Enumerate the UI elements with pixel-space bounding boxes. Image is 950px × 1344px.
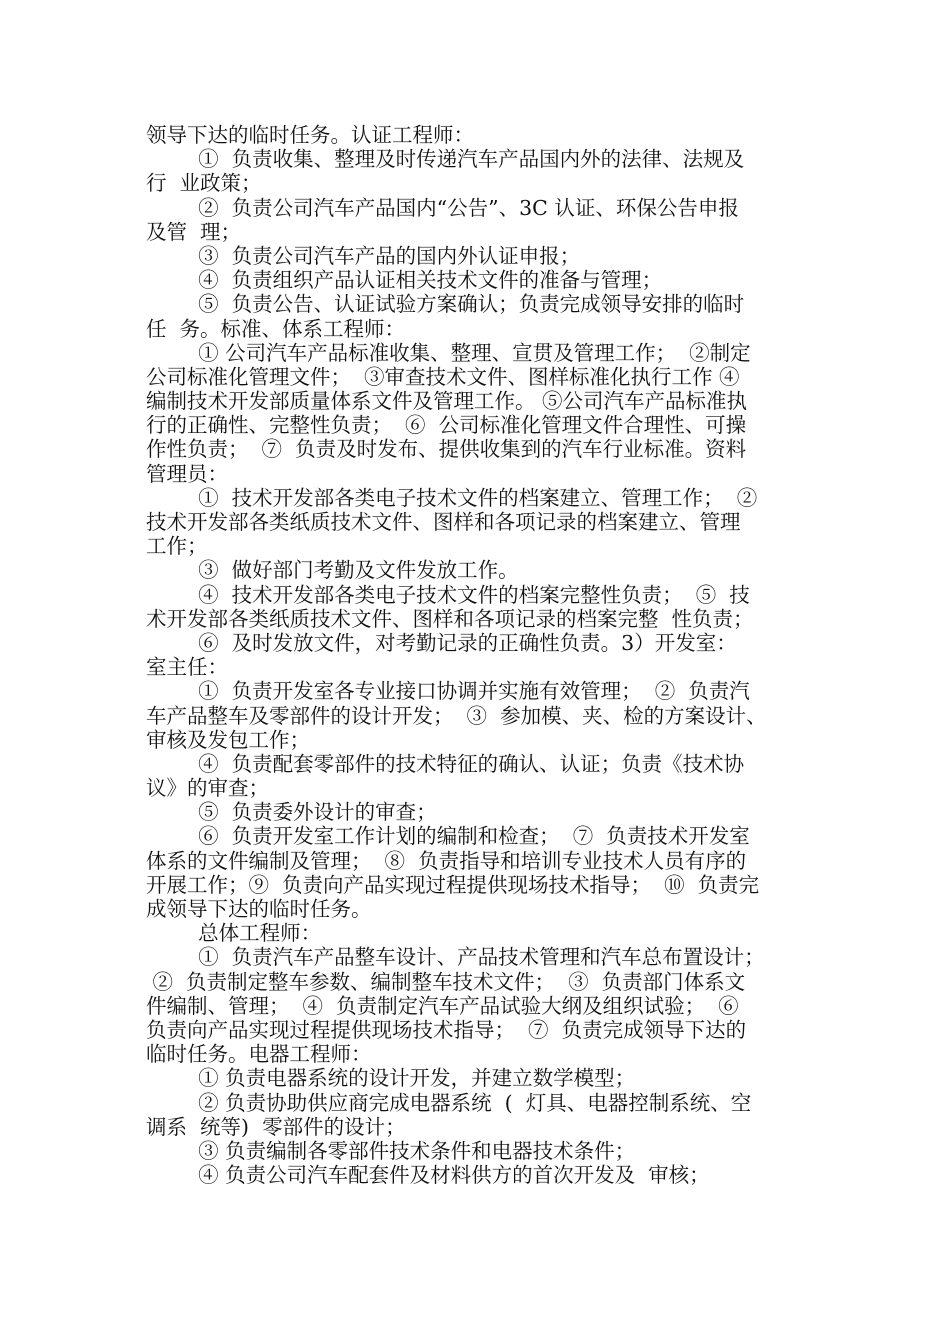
text-line: ② 负责公司汽车产品国内“公告”、3C 认证、环保公告申报 bbox=[146, 195, 739, 220]
text-line: 件编制、管理； ④ 负责制定汽车产品试验大纲及组织试验； ⑥ bbox=[146, 993, 739, 1018]
text-line: 负责向产品实现过程提供现场技术指导； ⑦ 负责完成领导下达的 bbox=[146, 1017, 747, 1042]
text-line: ① 公司汽车产品标准收集、整理、宣贯及管理工作； ②制定 bbox=[146, 340, 751, 365]
text-line: ③ 负责编制各零部件技术条件和电器技术条件； bbox=[146, 1138, 636, 1163]
text-line: 行的正确性、完整性负责； ⑥ 公司标准化管理文件合理性、可操 bbox=[146, 413, 747, 438]
text-line: 术开发部各类纸质技术文件、图样和各项记录的档案完整 性负责； bbox=[146, 606, 754, 631]
text-line: ⑤ 负责委外设计的审查； bbox=[146, 800, 437, 825]
text-line: 议》的审查； bbox=[146, 776, 269, 801]
text-line: 任 务。标准、体系工程师： bbox=[146, 316, 406, 341]
text-line: 审核及发包工作； bbox=[146, 727, 310, 752]
text-line: 工作； bbox=[146, 534, 208, 559]
text-line: ③ 负责公司汽车产品的国内外认证申报； bbox=[146, 243, 581, 268]
text-line: ④ 负责公司汽车配套件及材料供方的首次开发及 审核； bbox=[146, 1163, 710, 1188]
text-line: ① 负责开发室各专业接口协调并实施有效管理； ② 负责汽 bbox=[146, 679, 750, 704]
text-line: 行 业政策； bbox=[146, 171, 262, 196]
text-line: ④ 技术开发部各类电子技术文件的档案完整性负责； ⑤ 技 bbox=[146, 582, 750, 607]
text-line: ① 负责收集、整理及时传递汽车产品国内外的法律、法规及 bbox=[146, 147, 745, 172]
text-line: 室主任： bbox=[146, 655, 228, 680]
text-line: 领导下达的临时任务。认证工程师： bbox=[146, 123, 474, 147]
text-line: ⑤ 负责公告、认证试验方案确认；负责完成领导安排的临时 bbox=[146, 292, 745, 317]
text-line: ① 负责电器系统的设计开发，并建立数学模型； bbox=[146, 1066, 636, 1091]
text-line: 及管 理； bbox=[146, 219, 242, 244]
text-line: ⑥ 负责开发室工作计划的编制和检查； ⑦ 负责技术开发室 bbox=[146, 824, 750, 849]
text-line: 车产品整车及零部件的设计开发； ③ 参加模、夹、检的方案设计、 bbox=[146, 703, 767, 728]
text-line: 公司标准化管理文件； ③审查技术文件、图样标准化执行工作 ④ bbox=[146, 364, 740, 389]
text-line: ② 负责制定整车参数、编制整车技术文件； ③ 负责部门体系文 bbox=[146, 969, 746, 994]
text-line: ③ 做好部门考勤及文件发放工作。 bbox=[146, 558, 519, 583]
text-line: ④ 负责组织产品认证相关技术文件的准备与管理； bbox=[146, 268, 663, 293]
text-line: 编制技术开发部质量体系文件及管理工作。 ⑤公司汽车产品标准执 bbox=[146, 389, 748, 414]
text-line: ② 负责协助供应商完成电器系统 ( 灯具、电器控制系统、空 bbox=[146, 1090, 752, 1115]
text-line: ① 技术开发部各类电子技术文件的档案建立、管理工作； ② bbox=[146, 485, 758, 510]
text-line: 管理员： bbox=[146, 461, 228, 486]
text-line: 开展工作；⑨ 负责向产品实现过程提供现场技术指导； ⑩ 负责完 bbox=[146, 872, 760, 897]
text-line: ④ 负责配套零部件的技术特征的确认、认证；负责《技术协 bbox=[146, 751, 745, 776]
text-line: ⑥ 及时发放文件，对考勤记录的正确性负责。3）开发室： bbox=[146, 630, 737, 655]
text-line: 调系 统等) 零部件的设计； bbox=[146, 1114, 406, 1139]
text-line: 技术开发部各类纸质技术文件、图样和各项记录的档案建立、管理 bbox=[146, 510, 741, 534]
text-line: 成领导下达的临时任务。 bbox=[146, 897, 372, 921]
text-line: ① 负责汽车产品整车设计、产品技术管理和汽车总布置设计； bbox=[146, 945, 765, 970]
text-line: 体系的文件编制及管理； ⑧ 负责指导和培训专业技术人员有序的 bbox=[146, 848, 747, 873]
text-line: 作性负责； ⑦ 负责及时发布、提供收集到的汽车行业标准。资料 bbox=[146, 437, 747, 462]
text-line: 总体工程师： bbox=[146, 921, 322, 946]
text-line: 临时任务。电器工程师： bbox=[146, 1042, 372, 1067]
document-body bbox=[146, 123, 826, 1187]
